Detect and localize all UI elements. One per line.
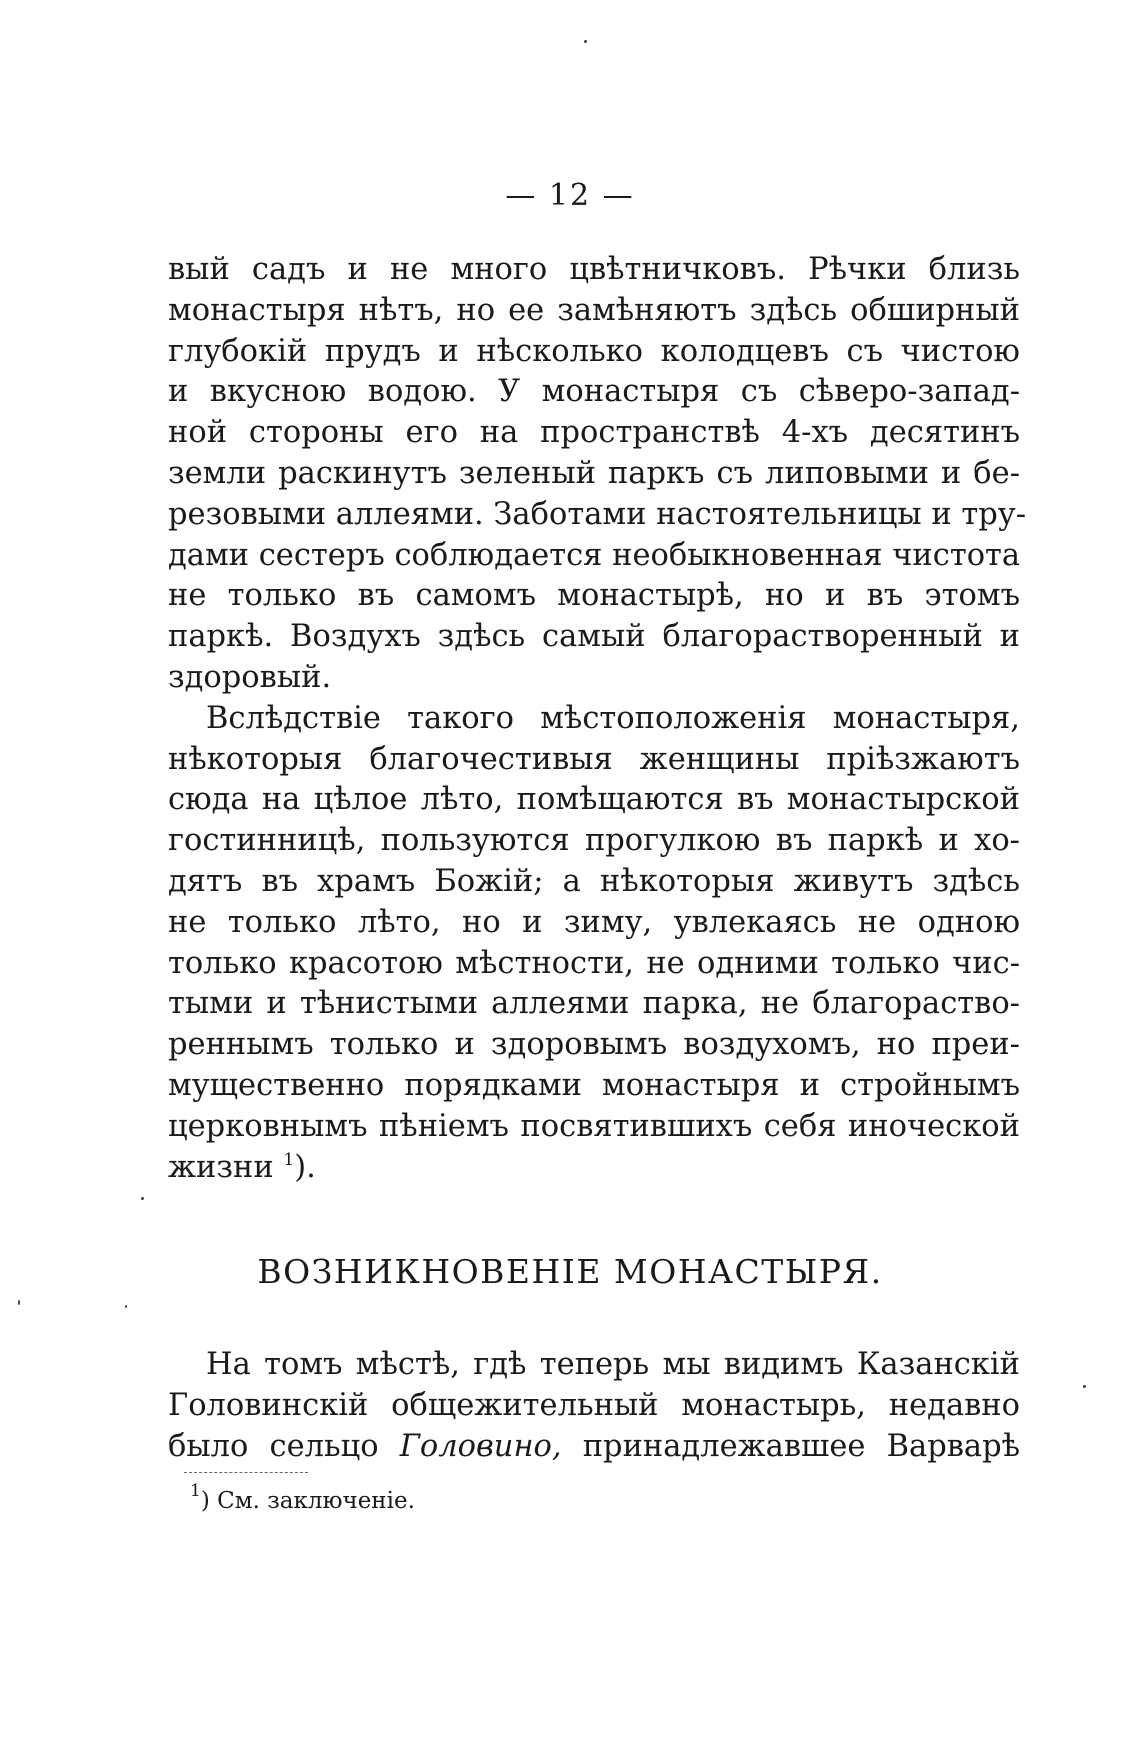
scan-speck — [584, 40, 587, 43]
text-line: Головинскій общежительный монастырь, недавно — [168, 1387, 1020, 1423]
text-line: только красотою мѣстности, не одними только чис- — [168, 945, 1020, 981]
text-line: Вслѣдствіе такого мѣстоположенія монастыря, — [206, 700, 1020, 736]
text-line: дятъ въ храмъ Божій; а нѣкоторыя живутъ здѣсь — [168, 863, 1020, 899]
scan-speck — [125, 1305, 127, 1308]
footnote-divider — [184, 1472, 308, 1473]
text-line: не только въ самомъ монастырѣ, но и въ этомъ — [168, 578, 1020, 614]
text-line: паркѣ. Воздухъ здѣсь самый благорастворенный и — [168, 619, 1020, 655]
text-line: монастыря нѣтъ, но ее замѣняютъ здѣсь обширный — [168, 292, 1020, 328]
text-line: не только лѣто, но и зиму, увлекаясь не одною — [168, 904, 1020, 940]
italic-place-name: Головино, — [399, 1428, 562, 1464]
text-line: резовыми аллеями. Заботами настоятельницы и тру- — [168, 496, 1027, 532]
text-fragment: было сельцо — [168, 1428, 379, 1464]
text-line: церковнымъ пѣніемъ посвятившихъ себя иноческой — [168, 1108, 1020, 1144]
text-fragment: принадлежавшее Варварѣ — [582, 1428, 1020, 1464]
text-line: вый садъ и не много цвѣтничковъ. Рѣчки близь — [168, 252, 1020, 287]
text-line: нѣкоторыя благочестивыя женщины пріѣзжаютъ — [168, 741, 1020, 777]
scan-speck — [141, 1197, 144, 1200]
text-line: сюда на цѣлое лѣто, помѣщаются въ монастырской — [168, 782, 1020, 818]
body-text — [168, 250, 1027, 1188]
text-line: глубокій прудъ и нѣсколько колодцевъ съ чистою — [168, 333, 1020, 369]
text-line: земли раскинутъ зеленый паркъ съ липовыми и бе- — [168, 455, 1020, 491]
section-heading: ВОЗНИКНОВЕНІЕ МОНАСТЫРЯ. — [257, 1252, 883, 1291]
scan-speck — [18, 1300, 20, 1305]
text-line: реннымъ только и здоровымъ воздухомъ, но преи- — [168, 1027, 1020, 1063]
text-line: мущественно порядками монастыря и стройнымъ — [168, 1067, 1020, 1103]
scan-speck — [1083, 1385, 1086, 1388]
text-line: и вкусною водою. У монастыря съ сѣверо-запад- — [168, 374, 1020, 410]
page-number: — 12 — — [505, 178, 635, 213]
text-line — [168, 1427, 1020, 1468]
footnote-text: ) См. заключеніе. — [200, 1488, 415, 1514]
text-line: дами сестеръ соблюдается необыкновенная чистота — [168, 537, 1021, 573]
text-line: На томъ мѣстѣ, гдѣ теперь мы видимъ Казанскій — [206, 1347, 1020, 1382]
text-fragment: жизни — [168, 1149, 274, 1185]
text-line: тыми и тѣнистыми аллеями парка, не благораство- — [168, 986, 1020, 1022]
text-line: гостинницѣ, пользуются прогулкою въ паркѣ и хо- — [168, 823, 1020, 859]
body-text — [168, 1345, 1020, 1467]
footnote-reference[interactable]: 1 — [283, 1149, 295, 1170]
text-line — [168, 1148, 1020, 1189]
text-line: здоровый. — [168, 659, 332, 695]
footnote — [190, 1481, 415, 1515]
text-line: ной стороны его на пространствѣ 4-хъ десятинъ — [168, 415, 1020, 451]
footnote-mark: 1 — [190, 1481, 201, 1501]
text-fragment: ). — [294, 1149, 316, 1185]
